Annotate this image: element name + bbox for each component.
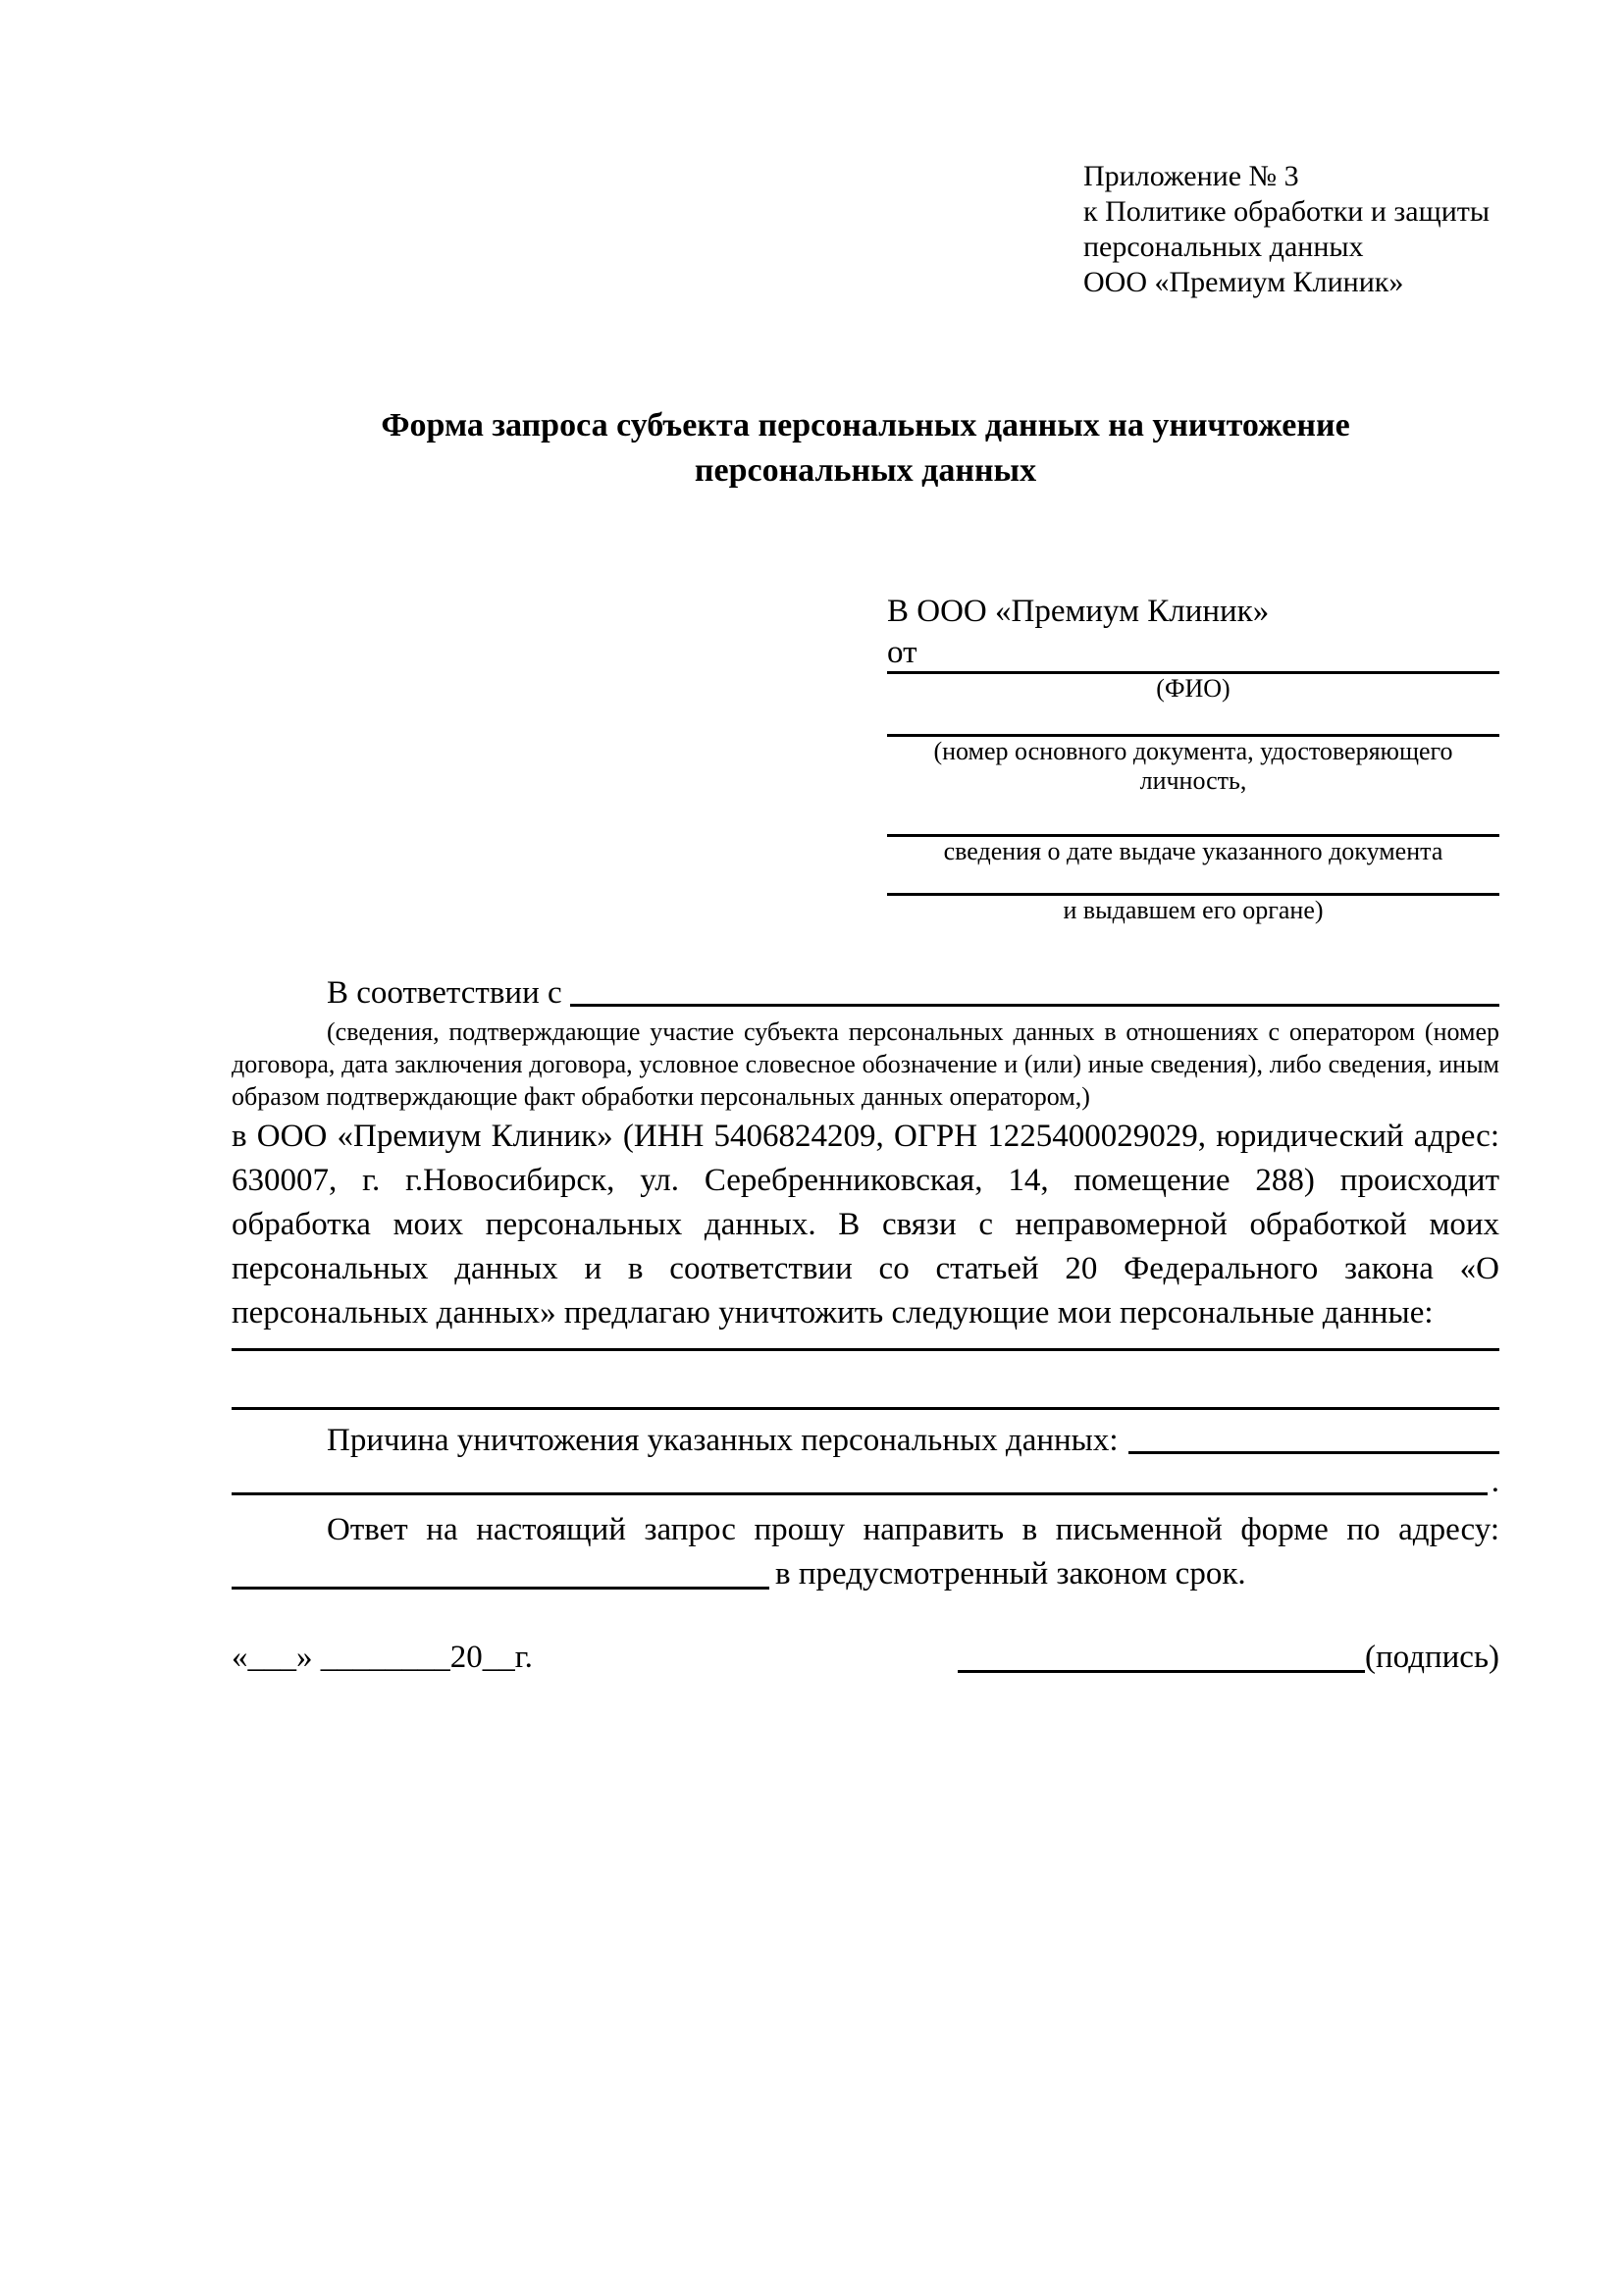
date-blank: «___» ________20__г. xyxy=(232,1640,533,1675)
sentence-period: . xyxy=(1491,1464,1499,1499)
accordance-note: (сведения, подтверждающие участие субъекта персональных данных в отношениях с оператором (номер договора, дата заключения договора, условное словесное обозначение и (или) иные сведения), либо сведения, иным образом подтверждающие факт обработки персональных данных оператором,) xyxy=(232,1018,1499,1111)
addressee-block xyxy=(887,590,1499,925)
issue-date-caption: сведения о дате выдаче указанного документа xyxy=(943,837,1443,865)
accordance-row xyxy=(232,972,1499,1014)
issuing-authority-caption: и выдавшем его органе) xyxy=(1063,896,1324,924)
header-note-line-1: Приложение № 3 xyxy=(1083,160,1299,192)
personal-data-blank-line-1 xyxy=(232,1335,1499,1351)
reason-continuation-row xyxy=(232,1461,1499,1502)
reason-continuation-line xyxy=(232,1492,1488,1495)
date-signature-row xyxy=(232,1636,1499,1680)
accordance-label: В соответствии с xyxy=(327,975,562,1011)
header-note-line-4: ООО «Премиум Клиник» xyxy=(1083,266,1404,298)
signature-group xyxy=(958,1636,1499,1680)
signature-field-line xyxy=(958,1670,1365,1673)
main-paragraph: в ООО «Премиум Клиник» (ИНН 5406824209, ОГРН 1225400029029, юридический адрес: 630007, г. г.Новосибирск, ул. Серебренниковская, 14, помещение 288) происходит обработка моих персональных данных. В связи с неправомерной обработкой моих персональных данных и в соответствии со статьей 20 Федерального закона «О персональных данных» предлагаю уничтожить следующие мои персональные данные: xyxy=(232,1119,1499,1331)
addressee-from-label: от xyxy=(887,635,917,670)
issue-date-field-line xyxy=(887,796,1499,837)
address-field-line xyxy=(232,1587,769,1590)
identity-document-caption: (номер основного документа, удостоверяющего личность, xyxy=(933,737,1453,795)
header-note-line-2: к Политике обработки и защиты xyxy=(1083,195,1491,228)
response-sentence: Ответ на настоящий запрос прошу направить в письменной форме по адресу: xyxy=(327,1512,1499,1547)
accordance-field-line xyxy=(570,1004,1499,1007)
identity-document-field-line xyxy=(887,704,1499,737)
header-note-line-3: персональных данных xyxy=(1083,231,1364,263)
document-title-line-1: Форма запроса субъекта персональных данных на уничтожение xyxy=(381,407,1350,444)
addressee-to: В ООО «Премиум Клиник» xyxy=(887,594,1270,629)
personal-data-blank-line-2 xyxy=(232,1351,1499,1410)
response-suffix: в предусмотренный законом срок. xyxy=(775,1556,1246,1592)
response-address-row xyxy=(232,1552,1499,1596)
header-note xyxy=(1083,159,1499,300)
signature-caption: (подпись) xyxy=(1365,1640,1499,1675)
document-title xyxy=(232,403,1499,494)
reason-field-line xyxy=(1128,1451,1499,1454)
reason-label: Причина уничтожения указанных персональных данных: xyxy=(327,1423,1119,1458)
fio-caption: (ФИО) xyxy=(1156,674,1230,703)
reason-row xyxy=(232,1420,1499,1461)
document-title-line-2: персональных данных xyxy=(694,452,1037,489)
issuing-authority-field-line xyxy=(887,866,1499,896)
